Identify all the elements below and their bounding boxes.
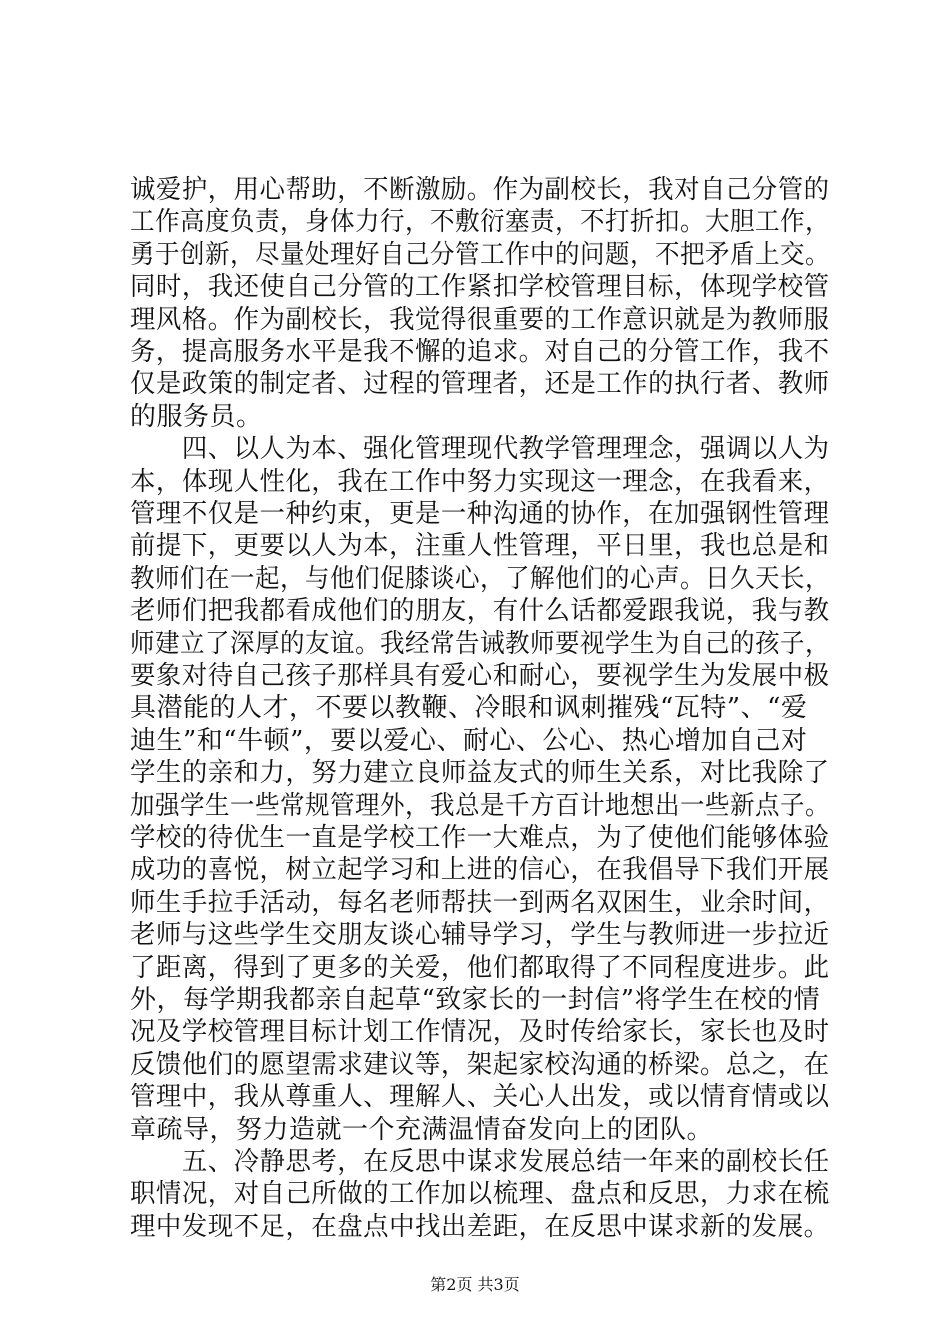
text-line: 要象对待自己孩子那样具有爱心和耐心，要视学生为发展中极 bbox=[130, 661, 830, 691]
text-line: 外，每学期我都亲自起草“致家长的一封信”将学生在校的情 bbox=[130, 985, 821, 1015]
text-line: 迪生”和“牛顿”，要以爱心、耐心、公心、热心增加自己对 bbox=[130, 725, 808, 756]
text-line: 老师与这些学生交朋友谈心辅导学习，学生与教师进一步拉近 bbox=[130, 920, 830, 951]
text-line: 本，体现人性化，我在工作中努力实现这一理念，在我看来， bbox=[130, 466, 830, 497]
text-line: 况及学校管理目标计划工作情况，及时传给家长，家长也及时 bbox=[130, 1017, 830, 1048]
text-line: 成功的喜悦，树立起学习和上进的信心，在我倡导下我们开展 bbox=[130, 855, 830, 886]
text-line: 前提下，更要以人为本，注重人性管理，平日里，我也总是和 bbox=[130, 531, 830, 562]
text-line: 具潜能的人才，不要以教鞭、冷眼和讽刺摧残“瓦特”、“爱 bbox=[130, 693, 808, 724]
text-line: 反馈他们的愿望需求建议等，架起家校沟通的桥梁。总之，在 bbox=[130, 1049, 830, 1080]
text-line: 的服务员。 bbox=[130, 401, 263, 432]
text-line: 理中发现不足，在盘点中找出差距，在反思中谋求新的发展。 bbox=[130, 1211, 830, 1242]
text-line: 诚爱护，用心帮助，不断激励。作为副校长，我对自己分管的 bbox=[130, 175, 830, 205]
text-line: 职情况，对自己所做的工作加以梳理、盘点和反思，力求在梳 bbox=[130, 1179, 830, 1210]
text-line: 加强学生一些常规管理外，我总是千方百计地想出一些新点子。 bbox=[130, 790, 831, 821]
text-line: 教师们在一起，与他们促膝谈心，了解他们的心声。日久天长， bbox=[130, 563, 831, 594]
text-line: 五、冷静思考，在反思中谋求发展总结一年来的副校长任 bbox=[130, 1147, 830, 1177]
text-line: 了距离，得到了更多的关爱，他们都取得了不同程度进步。此 bbox=[130, 952, 830, 983]
text-line: 学生的亲和力，努力建立良师益友式的师生关系，对比我除了 bbox=[130, 758, 830, 789]
text-line: 管理中，我从尊重人、理解人、关心人出发，或以情育情或以 bbox=[130, 1082, 830, 1113]
text-line: 老师们把我都看成他们的朋友，有什么话都爱跟我说，我与教 bbox=[130, 596, 830, 627]
text-line: 务，提高服务水平是我不懈的追求。对自己的分管工作，我不 bbox=[130, 337, 830, 367]
text-line: 理风格。作为副校长，我觉得很重要的工作意识就是为教师服 bbox=[130, 304, 830, 335]
page-footer: 第2页 共3页 bbox=[430, 1275, 520, 1294]
text-line: 管理不仅是一种约束，更是一种沟通的协作，在加强钢性管理 bbox=[130, 499, 830, 529]
text-line: 工作高度负责，身体力行，不敷衍塞责，不打折扣。大胆工作， bbox=[130, 207, 831, 238]
text-line: 师建立了深厚的友谊。我经常告诫教师要视学生为自己的孩子， bbox=[130, 628, 831, 659]
text-line: 勇于创新，尽量处理好自己分管工作中的问题，不把矛盾上交。 bbox=[130, 239, 831, 270]
text-line: 章疏导，努力造就一个充满温情奋发向上的团队。 bbox=[130, 1114, 714, 1145]
text-line: 同时，我还使自己分管的工作紧扣学校管理目标，体现学校管 bbox=[130, 272, 830, 303]
text-line: 仅是政策的制定者、过程的管理者，还是工作的执行者、教师 bbox=[130, 369, 830, 400]
text-line: 学校的待优生一直是学校工作一大难点，为了使他们能够体验 bbox=[130, 823, 830, 853]
text-line: 师生手拉手活动，每名老师帮扶一到两名双困生，业余时间， bbox=[130, 887, 830, 918]
text-line: 四、以人为本、强化管理现代教学管理理念，强调以人为 bbox=[130, 434, 830, 465]
